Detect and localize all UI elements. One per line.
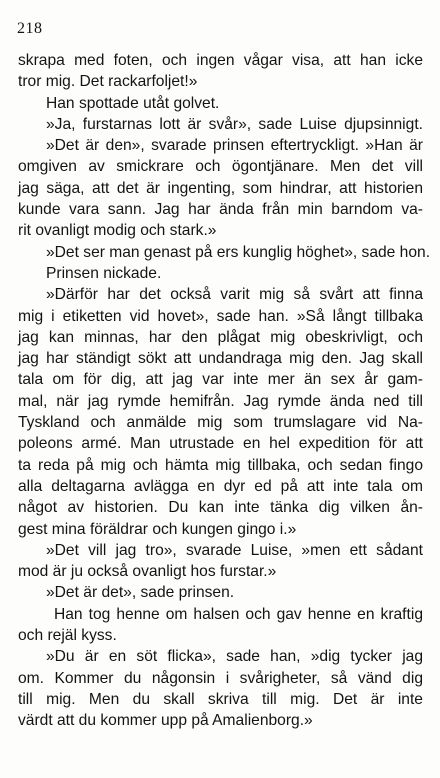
text-line: värdt att du kommer upp på Amalienborg.»	[18, 712, 313, 730]
text-line: rit ovanligt modig och stark.»	[18, 222, 217, 240]
text-line: »Därför har det också varit mig så svårt att finna	[46, 286, 423, 304]
text-line: »Ja, furstarnas lott är svår», sade Luise djupsinnigt.	[46, 115, 423, 133]
text-line: tala om för dig, att jag var inte mer än sex år gam-	[18, 371, 423, 389]
text-line: omgiven av smickrare och ögontjänare. Men det vill	[18, 158, 423, 176]
text-line: »Det är det», sade prinsen.	[46, 584, 235, 602]
text-line: jag säga, att det är ingenting, som hindrar, att historien	[18, 179, 423, 197]
text-line: kunde vara sann. Jag har ända från min barndom va-	[18, 201, 423, 219]
text-line: »Du är en söt flicka», sade han, »dig tycker jag	[46, 648, 423, 666]
text-line: Han tog henne om halsen och gav henne en kraftig	[54, 605, 423, 623]
page-number: 218	[17, 20, 43, 37]
text-line: jag har ständigt sökt att undandraga mig den. Jag skall	[18, 350, 423, 368]
text-line: skrapa med foten, och ingen vågar visa, att han icke	[18, 52, 423, 69]
body-text	[18, 50, 431, 732]
text-line: något av historien. Du kan inte tänka dig vilken ån-	[18, 499, 423, 517]
text-line: mal, när jag rymde hemifrån. Jag rymde ända ned till	[18, 392, 423, 410]
text-line: »Det ser man genast på ers kunglig höghet», sade hon.	[46, 243, 431, 261]
text-line: till mig. Men du skall skriva till mig. Det är inte	[18, 690, 423, 708]
text-line: poleons armé. Man utrustade en hel expedition för att	[18, 435, 423, 453]
text-line: »Det är den», svarade prinsen eftertryckligt. »Han är	[46, 137, 423, 155]
text-line: om. Kommer du någonsin i svårigheter, så vänd dig	[18, 669, 423, 687]
text-line: mig i etiketten vid hovet», sade han. »Så långt tillbaka	[18, 307, 423, 325]
text-line: Han spottade utåt golvet.	[46, 94, 220, 112]
text-line: och rejäl kyss.	[18, 627, 117, 645]
text-line: Tyskland och anmälde mig som trumslagare vid Na-	[18, 414, 423, 432]
text-line: ta reda på mig och hämta mig tillbaka, och sedan fingo	[18, 456, 423, 474]
text-line: jag kan minnas, har den plågat mig obeskrivligt, och	[18, 328, 423, 346]
text-line: alla deltagarna avlägga en dyr ed på att inte tala om	[18, 477, 423, 495]
text-line: Prinsen nickade.	[46, 264, 162, 282]
text-line: gest mina föräldrar och kungen gingo i.»	[18, 520, 297, 538]
text-line: tror mig. Det rackarfoljet!»	[18, 73, 198, 91]
text-line: »Det vill jag tro», svarade Luise, »men ett sådant	[46, 541, 423, 559]
text-line: mod är ju också ovanligt hos furstar.»	[18, 563, 277, 581]
